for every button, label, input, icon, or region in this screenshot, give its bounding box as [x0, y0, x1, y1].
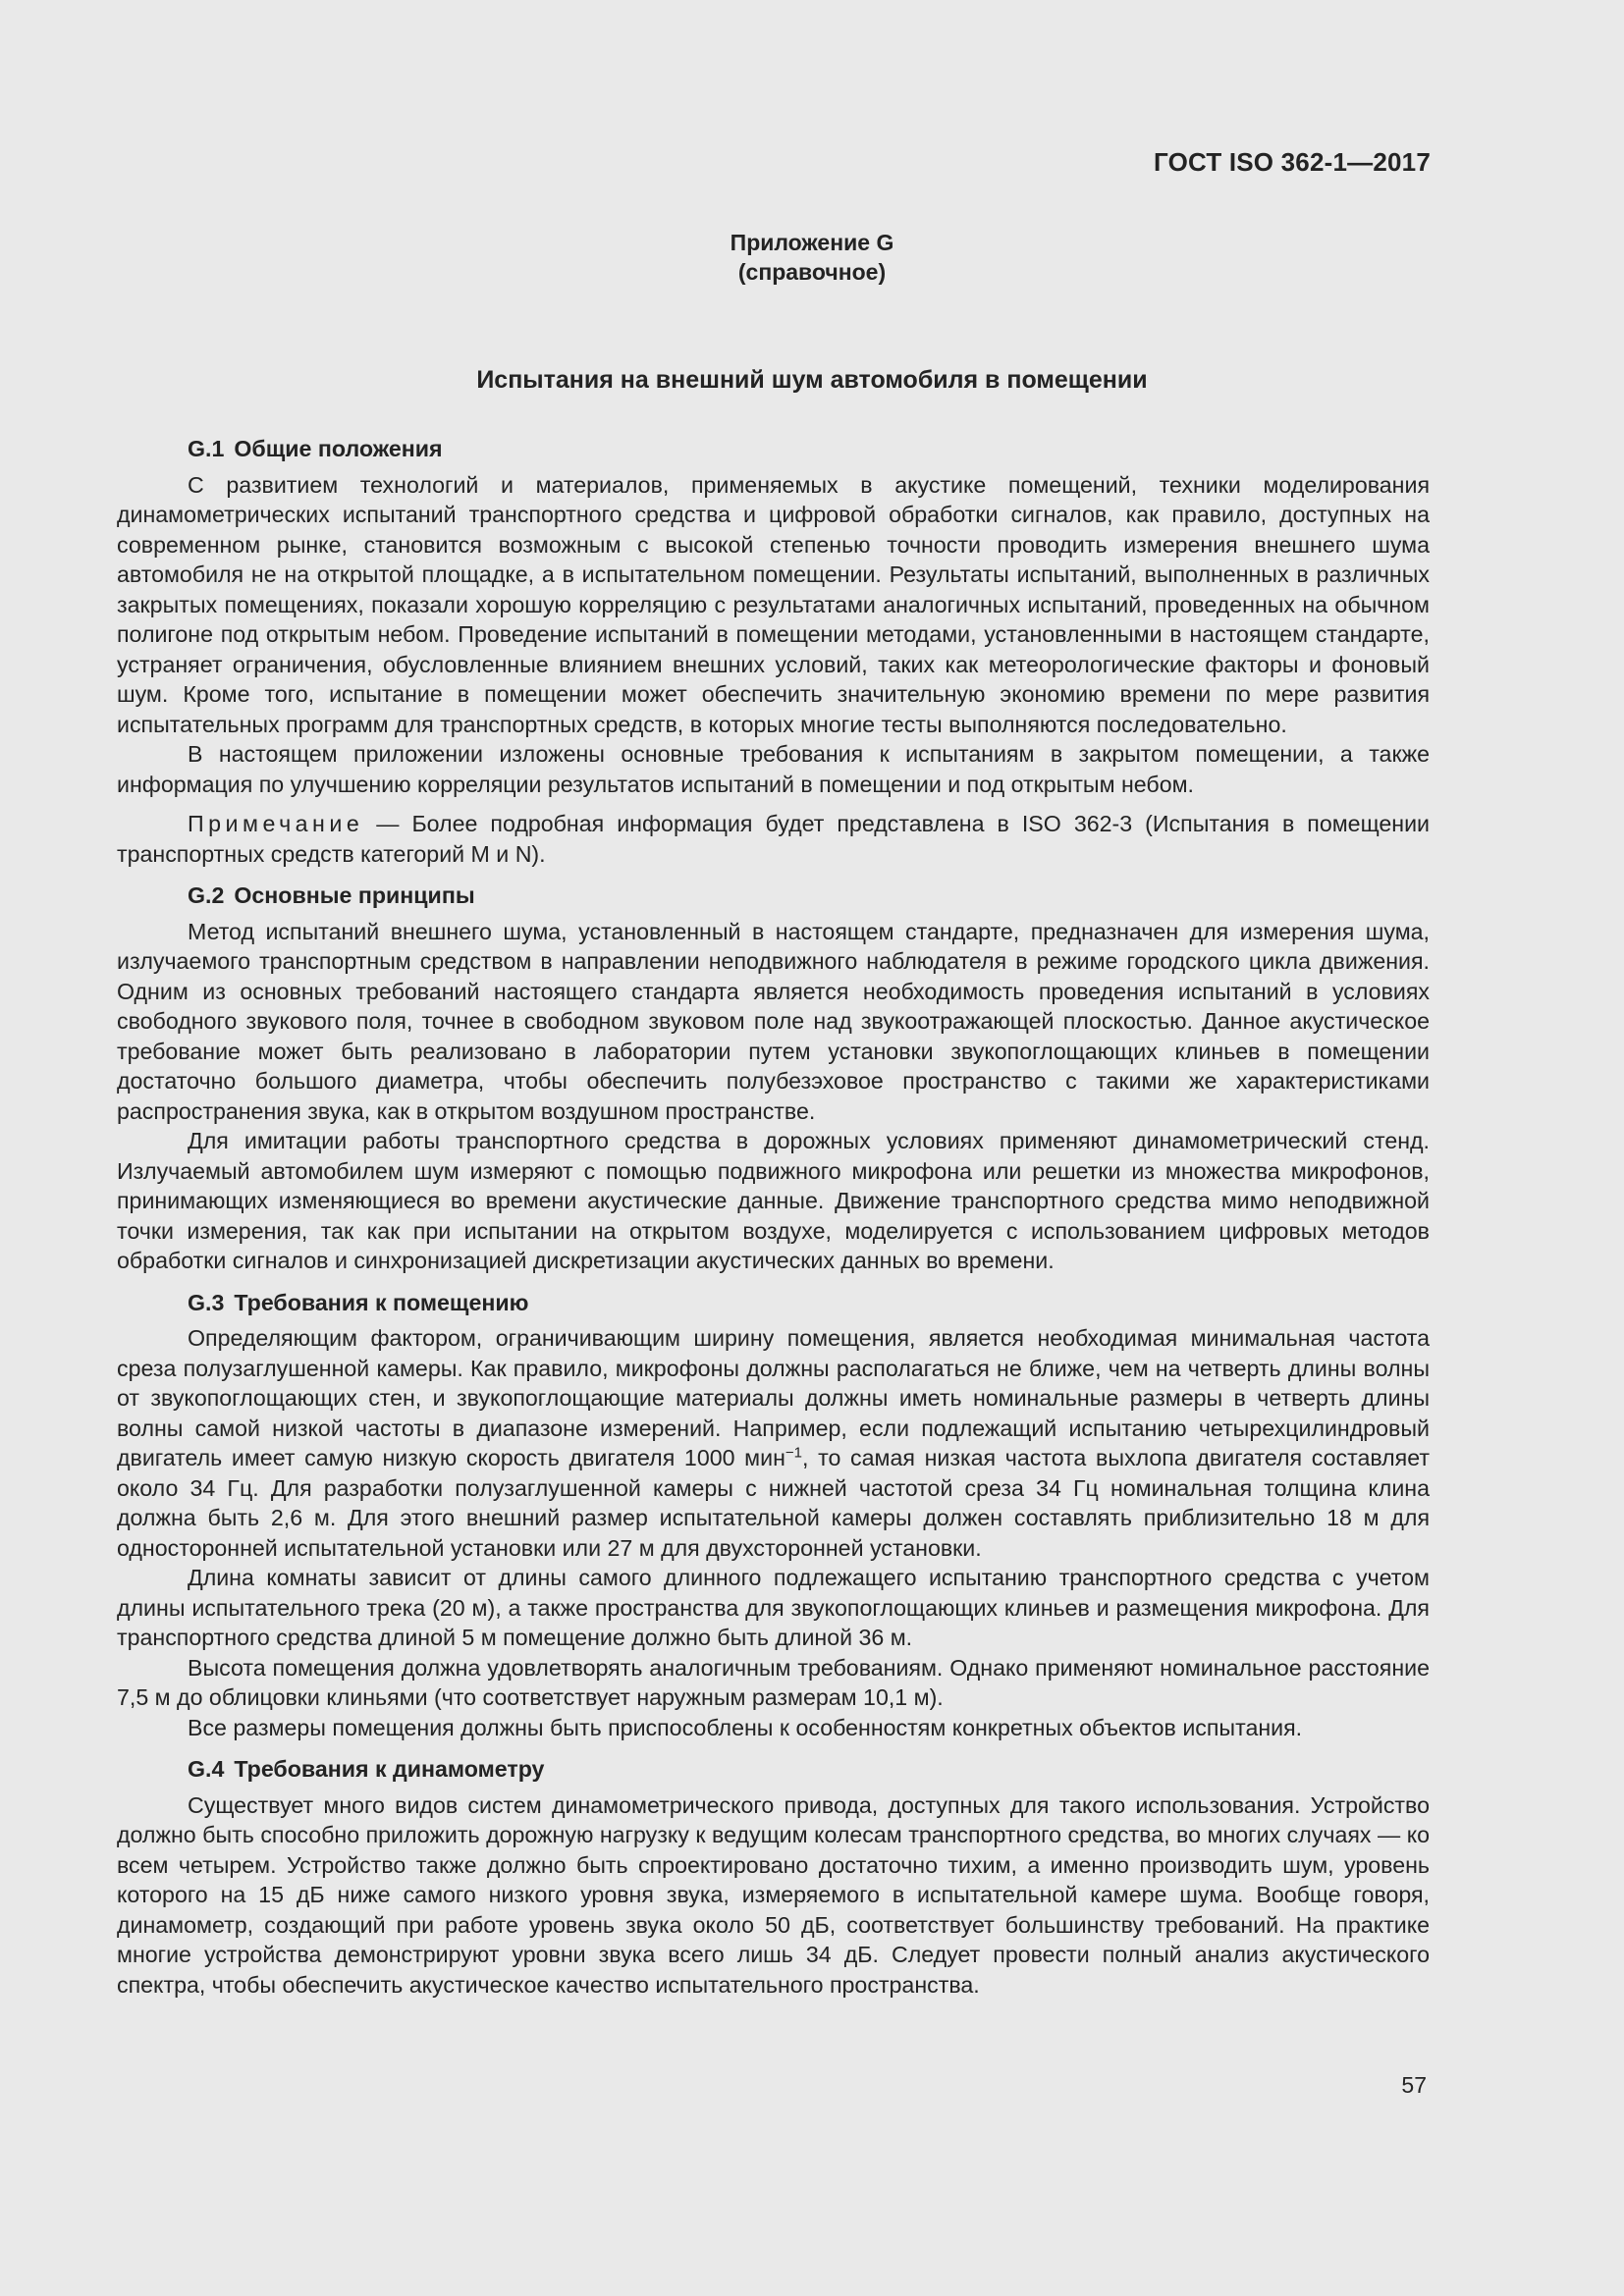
- document-title: Испытания на внешний шум автомобиля в помещении: [476, 366, 1148, 394]
- appendix-type: (справочное): [737, 259, 887, 285]
- page-number: 57: [1401, 2072, 1427, 2098]
- paragraph: Для имитации работы транспортного средства в дорожных условиях применяют динамометрический стенд. Излучаемый автомобилем шум измеряют с помощью подвижного микрофона или решетки из множества микрофонов, принимающих изменяющиеся во времени акустические данные. Движение транспортного средства мимо неподвижной точки измерения, так как при испытании на открытом воздухе, моделируется с использованием цифровых методов обработки сигналов и синхронизацией дискретизации акустических данных во времени.: [117, 1128, 1430, 1273]
- superscript: −1: [785, 1444, 802, 1462]
- section-number: G.4: [188, 1756, 225, 1782]
- paragraph-text: Определяющим фактором, ограничивающим ширину помещения, является необходимая минимальная частота среза полузаглушенной камеры. Как правило, микрофоны должны располагаться не ближе, чем на четверть длины волны от звукопоглощающих стен, и звукопоглощающие материалы должны иметь номинальные размеры в четверть длины волны самой низкой частоты в диапазоне измерений. Например, если подлежащий испытанию четырехцилиндровый двигатель имеет самую низкую скорость двигателя 1000 мин: [117, 1325, 1430, 1470]
- paragraph-text: , то самая низкая частота выхлопа двигателя составляет около 34 Гц. Для разработки полузаглушенной камеры с нижней частотой среза 34 Гц номинальная толщина клина должна быть 2,6 м. Для этого внешний размер испытательной камеры должен составлять приблизительно 18 м для односторонней испытательной установки или 27 м для двухсторонней установки.: [117, 1445, 1430, 1561]
- paragraph: Длина комнаты зависит от длины самого длинного подлежащего испытанию транспортного средства с учетом длины испытательного трека (20 м), а также пространства для звукопоглощающих клиньев и размещения микрофона. Для транспортного средства длиной 5 м помещение должно быть длиной 36 м.: [117, 1565, 1430, 1650]
- paragraph: В настоящем приложении изложены основные требования к испытаниям в закрытом помещении, а также информация по улучшению корреляции результатов испытаний в помещении и под открытым небом.: [117, 741, 1430, 797]
- section-title: Общие положения: [234, 436, 443, 461]
- section-number: G.1: [188, 436, 225, 461]
- document-code: ГОСТ ISO 362-1—2017: [1153, 147, 1431, 177]
- paragraph: Все размеры помещения должны быть приспособлены к особенностям конкретных объектов испытания.: [188, 1714, 1303, 1740]
- document-body: [117, 434, 1430, 2000]
- paragraph: Метод испытаний внешнего шума, установленный в настоящем стандарте, предназначен для измерения шума, излучаемого транспортным средством в направлении неподвижного наблюдателя в режиме городского цикла движения. Одним из основных требований настоящего стандарта является необходимость проведения испытаний в условиях свободного звукового поля, точнее в свободном звуковом поле над звукоотражающей плоскостью. Данное акустическое требование может быть реализовано в лаборатории путем установки звукопоглощающих клиньев в помещении достаточно большого диаметра, чтобы обеспечить полубезэховое пространство с такими же характеристиками распространения звука, как в открытом воздушном пространстве.: [117, 918, 1430, 1124]
- section-heading-g3: [117, 1288, 1430, 1318]
- section-number: G.2: [188, 882, 225, 908]
- note-text: — Более подробная информация будет представлена в ISO 362-3 (Испытания в помещении транспортных средств категорий M и N).: [117, 811, 1430, 867]
- section-title: Требования к динамометру: [234, 1756, 545, 1782]
- appendix-heading: [0, 228, 1624, 287]
- paragraph: [117, 1323, 1430, 1563]
- section-heading-g1: [117, 434, 1430, 464]
- section-heading-g4: [117, 1754, 1430, 1785]
- section-title: Требования к помещению: [234, 1289, 529, 1315]
- paragraph: Высота помещения должна удовлетворять аналогичным требованиям. Однако применяют номинальное расстояние 7,5 м до облицовки клиньями (что соответствует наружным размерам 10,1 м).: [117, 1654, 1430, 1710]
- note-label: Примечание: [188, 811, 364, 836]
- paragraph: С развитием технологий и материалов, применяемых в акустике помещений, техники моделирования динамометрических испытаний транспортного средства и цифровой обработки сигналов, как правило, доступных на современном рынке, становится возможным с высокой степенью точности проводить измерения внешнего шума автомобиля не на открытой площадке, а в испытательном помещении. Результаты испытаний, выполненных в различных закрытых помещениях, показали хорошую корреляцию с результатами аналогичных испытаний, проведенных на обычном полигоне под открытым небом. Проведение испытаний в помещении методами, установленными в настоящем стандарте, устраняет ограничения, обусловленные влиянием внешних условий, таких как метеорологические факторы и фоновый шум. Кроме того, испытание в помещении может обеспечить значительную экономию времени по мере развития испытательных программ для транспортных средств, в которых многие тесты выполняются последовательно.: [117, 471, 1430, 737]
- paragraph: Существует много видов систем динамометрического привода, доступных для такого использования. Устройство должно быть способно приложить дорожную нагрузку к ведущим колесам транспортного средства, во многих случаях — ко всем четырем. Устройство также должно быть спроектировано достаточно тихим, а именно производить шум, уровень которого на 15 дБ ниже самого низкого уровня звука, измеряемого в испытательной камере шума. Вообще говоря, динамометр, создающий при работе уровень звука около 50 дБ, соответствует большинству требований. На практике многие устройства демонстрируют уровни звука всего лишь 34 дБ. Следует провести полный анализ акустического спектра, чтобы обеспечить акустическое качество испытательного пространства.: [117, 1791, 1430, 1998]
- section-heading-g2: [117, 881, 1430, 911]
- appendix-title: Приложение G: [730, 230, 894, 255]
- section-title: Основные принципы: [234, 882, 475, 908]
- section-number: G.3: [188, 1289, 225, 1315]
- note: [117, 809, 1430, 869]
